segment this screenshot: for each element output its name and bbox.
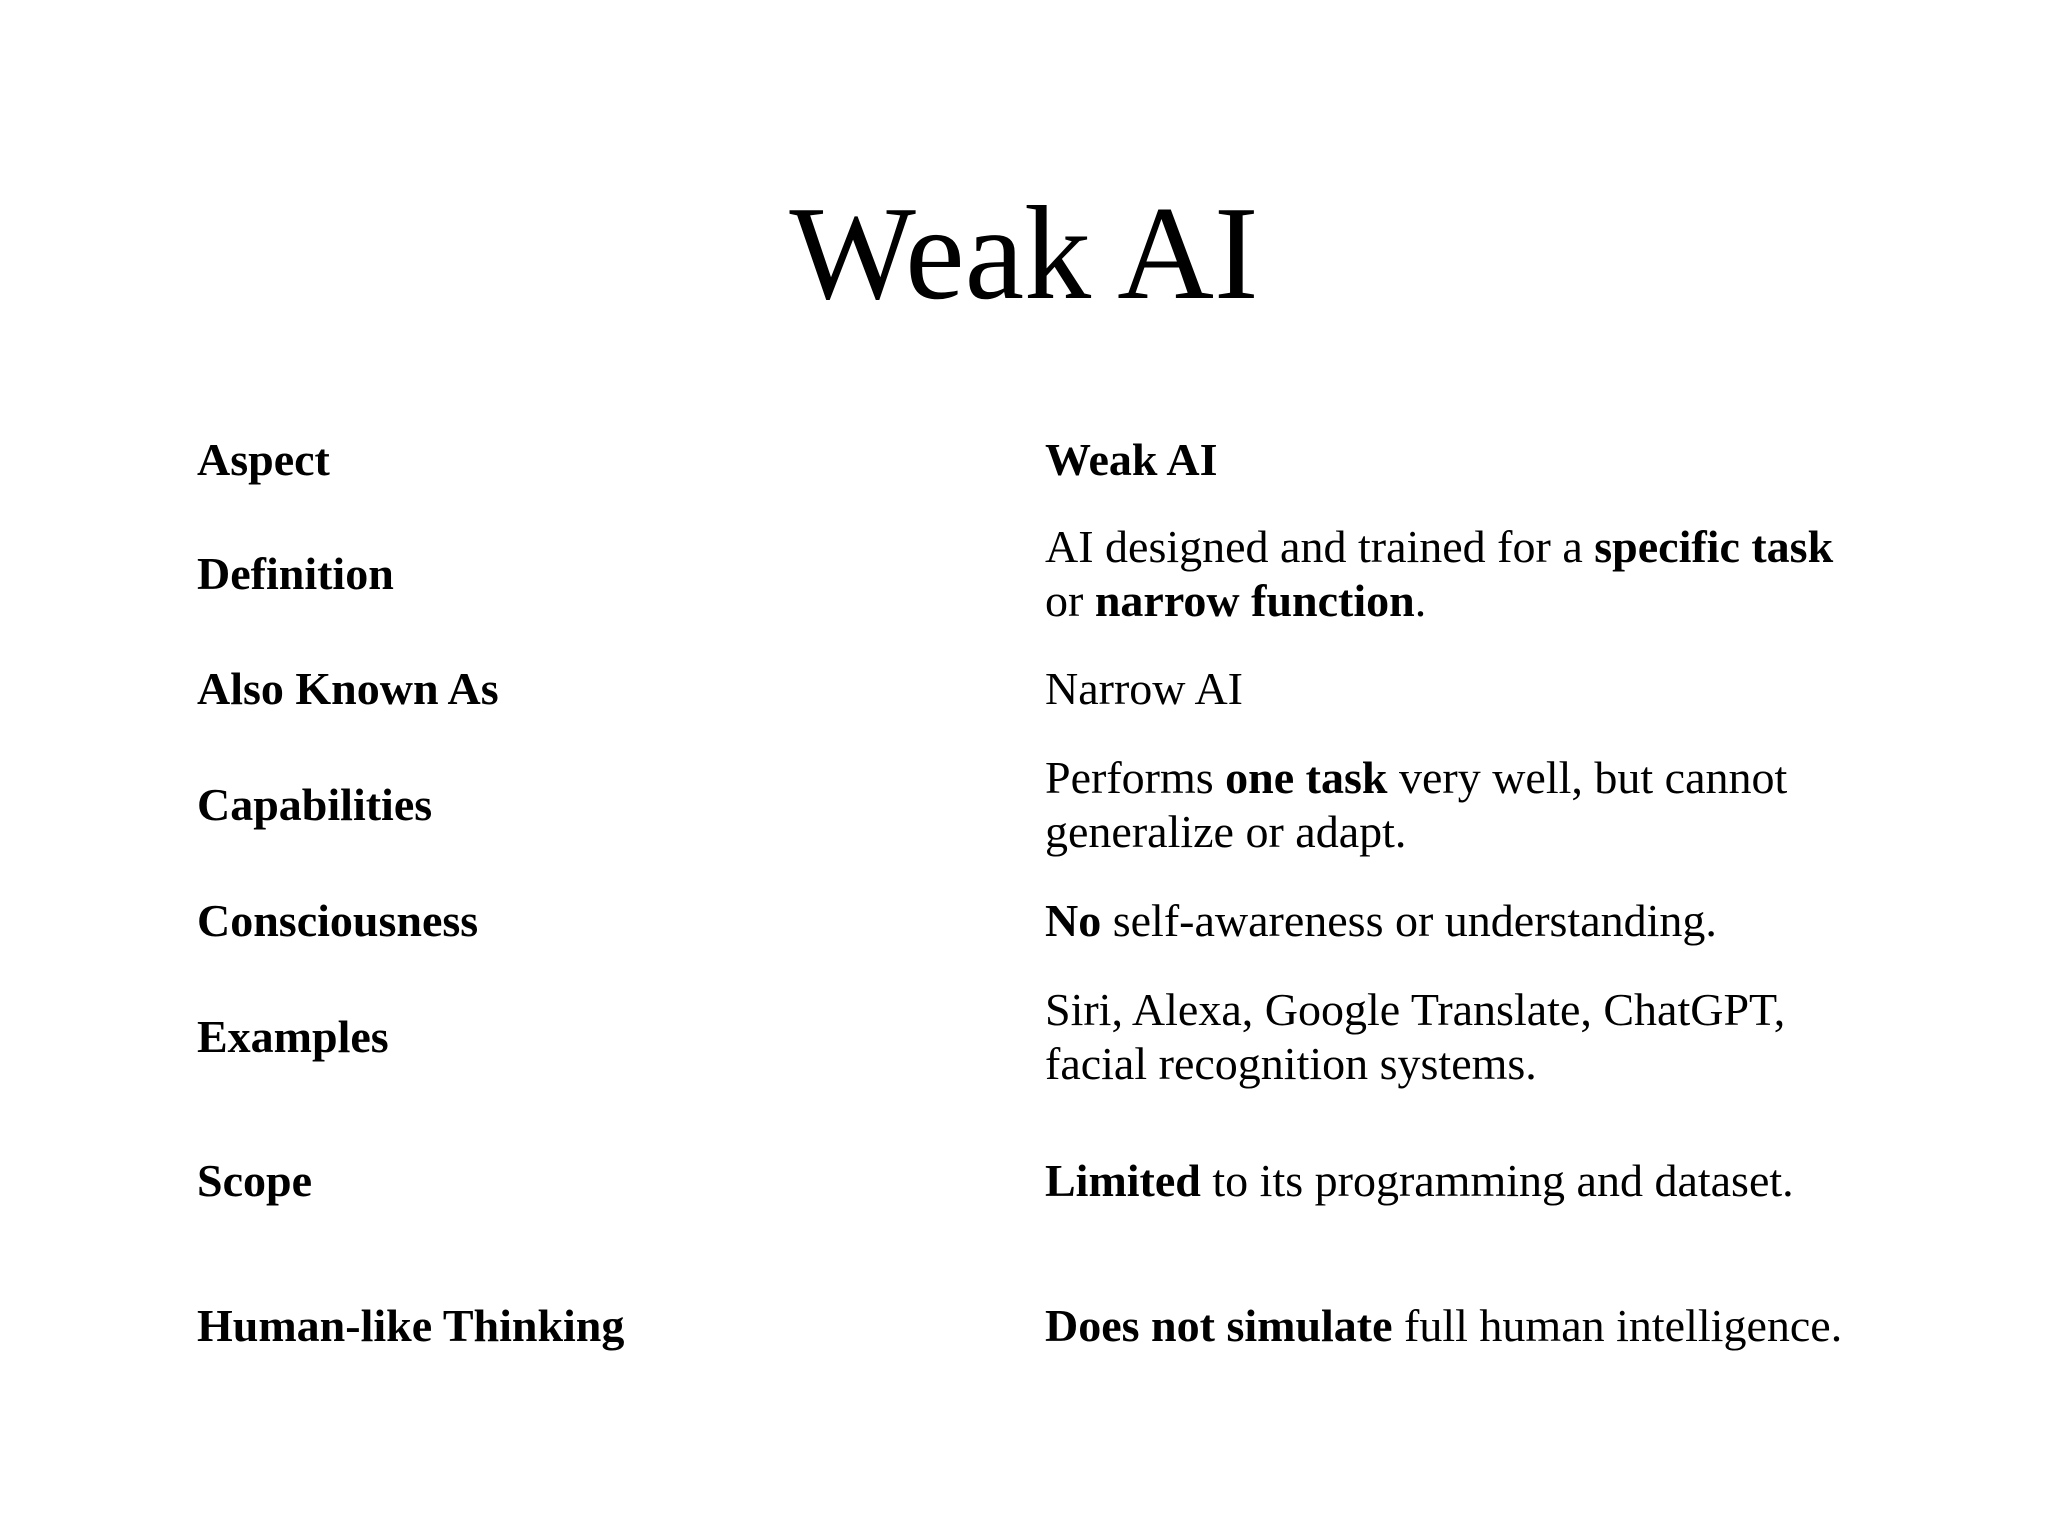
emphasis-text: specific task: [1594, 521, 1834, 572]
value-text: .: [1414, 575, 1427, 626]
value-text: Performs: [1045, 752, 1226, 803]
table-row: [197, 1154, 1877, 1208]
row-value: [1045, 983, 1877, 1091]
row-aspect: Consciousness: [197, 895, 479, 946]
value-text: Narrow AI: [1045, 663, 1243, 714]
value-text: to its programming and dataset.: [1200, 1155, 1794, 1206]
table-row: [197, 894, 1877, 948]
row-aspect: Human-like Thinking: [197, 1300, 625, 1351]
emphasis-text: Does not simulate: [1045, 1300, 1393, 1351]
row-aspect: Capabilities: [197, 779, 433, 830]
value-text: self-awareness or understanding.: [1101, 895, 1717, 946]
header-aspect: Aspect: [197, 434, 330, 485]
value-text: or: [1045, 575, 1095, 626]
emphasis-text: No: [1045, 895, 1102, 946]
header-value: Weak AI: [1045, 434, 1218, 485]
table-header-row: [197, 433, 1877, 487]
emphasis-text: Limited: [1045, 1155, 1201, 1206]
row-value: [1045, 894, 1877, 948]
row-value: [1045, 751, 1877, 859]
row-value: [1045, 1154, 1877, 1208]
row-value: [1045, 520, 1877, 628]
table-row: [197, 1272, 1877, 1380]
row-value: [1045, 662, 1877, 716]
table-row: [197, 751, 1877, 859]
row-aspect: Also Known As: [197, 663, 499, 714]
row-value: [1045, 1299, 1877, 1353]
emphasis-text: narrow function: [1094, 575, 1415, 626]
slide-title: Weak AI: [789, 179, 1259, 327]
value-text: AI designed and trained for a: [1045, 521, 1595, 572]
emphasis-text: one task: [1225, 752, 1388, 803]
value-text: very well, but cannot generalize or adapt.: [1045, 752, 1788, 857]
table-row: [197, 983, 1877, 1091]
row-aspect: Examples: [197, 1011, 389, 1062]
value-text: full human intelligence.: [1392, 1300, 1843, 1351]
table-row: [197, 662, 1877, 716]
value-text: Siri, Alexa, Google Translate, ChatGPT, facial recognition systems.: [1045, 984, 1786, 1089]
table-row: [197, 520, 1877, 628]
row-aspect: Definition: [197, 548, 394, 599]
row-aspect: Scope: [197, 1155, 312, 1206]
